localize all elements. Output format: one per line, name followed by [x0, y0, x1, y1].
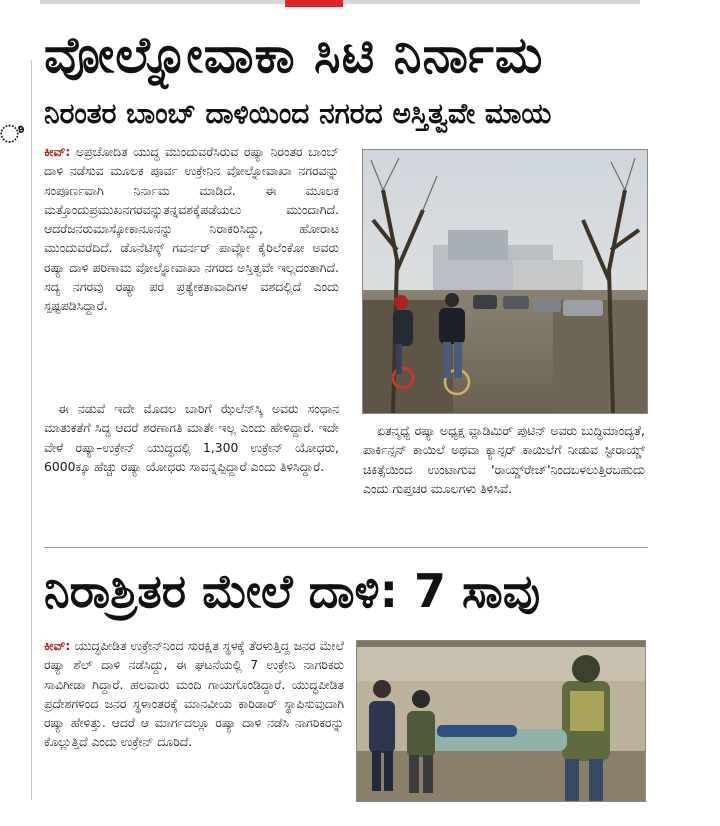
- evacuation-stretcher-illustration: [357, 641, 645, 801]
- evacuation-stretcher-photo: [356, 640, 646, 802]
- story1-paragraph-2: ಈ ನಡುವೆ ಇದೇ ಮೊದಲ ಬಾರಿಗೆ ಝೆಲೆನ್‌ಸ್ಕಿ ಅವರು ಸಂಧಾನ ಮಾತುಕತೆಗೆ ಸಿದ್ಧ ಆದರೆ ಶರಣಾಗತಿ ಮಾತೇ ಇಲ್ಲ ಎಂದು ಹೇಳಿದ್ದಾರೆ. ಇದೇ ವೇಳೆ ರಷ್ಯಾ–ಉಕ್ರೇನ್ ಯುದ್ಧದಲ್ಲಿ 1,300 ಉಕ್ರೇನ್ ಯೋಧರು, 6000ಕ್ಕೂ ಹೆಚ್ಚು ರಷ್ಯಾ ಯೋಧರು ಸಾವನ್ನಪ್ಪಿದ್ದಾರೆ ಎಂದು ತಿಳಿಸಿದ್ದಾರೆ.: [44, 401, 339, 474]
- photo-caption: ಏತನ್ಮಧ್ಯೆ ರಷ್ಯಾ ಅಧ್ಯಕ್ಷ ವ್ಲಾಡಿಮಿರ್ ಪುಟಿನ್ ಅವರು ಬುದ್ಧಿಮಾಂದ್ಯತೆ, ಪಾರ್ಕಿನ್ಸನ್ ಕಾಯಿಲೆ ಅಥವಾ ಕ್ಯಾನ್ಸರ್ ಕಾಯಿಲೆಗೆ ನೀಡುವ ಸ್ಟೀರಾಯ್ಡ್ ಚಿಕಿತ್ಸೆಯಿಂದ ಉಂಟಾಗುವ 'ರಾಯ್ಡ್‌ರೇಜ್'ನಿಂದಬಳಲುತ್ತಿರಬಹುದು ಎಂದು ಗುಪ್ತಚರ ಮೂಲಗಳು ತಿಳಿಸಿವೆ.: [363, 423, 645, 496]
- column-rule: [31, 60, 32, 800]
- story1-dateline: ಕೀವ್:: [44, 144, 71, 159]
- story2-paragraph-1: [44, 636, 344, 752]
- street-bicyclists-illustration: [363, 150, 647, 413]
- top-colour-bar: [0, 0, 720, 9]
- story1-headline: ವೋಲ್ನೋವಾಕಾ ಸಿಟಿ ನಿರ್ನಾಮ: [44, 26, 544, 84]
- story1-para1-text: ಅಪ್ರಚೋದಿತ ಯುದ್ಧ ಮುಂದುವರೆಸಿರುವ ರಷ್ಯಾ ನಿರಂತರ ಬಾಂಬ್ ದಾಳಿ ನಡೆಸುವ ಮೂಲಕ ಪೂರ್ವ ಉಕ್ರೇನಿನ ವೋಲ್ನೋವಾಖಾ ನಗರವನ್ನು ಸಂಪೂರ್ಣವಾಗಿ ನಿರ್ನಾಮ ಮಾಡಿದೆ. ಈ ಮೂಲಕ ಮತ್ತೊಂದುಪ್ರಮುಖನಗರವನ್ನುತನ್ನವಶಕ್ಕೆಪಡೆಯಲು ಮುಂದಾಗಿದೆ. ಆದರೆಜನರುಮಾಸ್ಕೋಕಾನೂನನ್ನು ನಿರಾಕರಿಸಿದ್ದು, ಹೋರಾಟ ಮುಂದುವರೆದಿದೆ. ಡೊನೆಟಿಸ್ಕ್ ಗವರ್ನರ್ ಪಾವ್ಲೋ ಕೈರಿಲೆಂಕೋ ಅವರು ರಷ್ಯಾ ದಾಳಿ ಪರಿಣಾಮ ವೋಲ್ನೋವಾಖಾ ನಗರದ ಅಸ್ತಿತ್ವವೇ ಇಲ್ಲದಂತಾಗಿದೆ. ಸದ್ಯ ನಗರವು ರಷ್ಯಾ ಪರ ಪ್ರತ್ಯೇಕತಾವಾದಿಗಳ ವಶದಲ್ಲಿದೆ ಎಂದು ಸ್ಪಷ್ಟಪಡಿಸಿದ್ದಾರೆ.: [44, 144, 339, 314]
- story-divider: [44, 547, 648, 548]
- top-red-tab: [285, 0, 343, 7]
- story1-paragraph-1: [44, 142, 339, 316]
- story2-para1-text: ಯುದ್ಧಪೀಡಿತ ಉಕ್ರೇನ್‌ನಿಂದ ಸುರಕ್ಷಿತ ಸ್ಥಳಕ್ಕೆ ತೆರಳುತ್ತಿದ್ದ ಜನರ ಮೇಲೆ ರಷ್ಯಾ ಶೆಲ್ ದಾಳಿ ನಡೆಸಿದ್ದು, ಈ ಘಟನೆಯಲ್ಲಿ 7 ಉಕ್ರೇನಿ ನಾಗರಿಕರು ಸಾವಿಗೀಡಾ ಗಿದ್ದಾರೆ. ಹಲವಾರು ಮಂದಿ ಗಾಯಗೊಂಡಿದ್ದಾರೆ. ಯುದ್ಧಪೀಡಿತ ಪ್ರದೇಶಗಳಿಂದ ಜನರ ಸ್ಥಳಾಂತರಕ್ಕೆ ಮಾನವೀಯ ಕಾರಿಡಾರ್ ಸ್ಥಾಪಿಸುವುದಾಗಿ ರಷ್ಯಾ ಹೇಳಿತ್ತು. ಆದರೆ ಆ ಮಾರ್ಗದಲ್ಲೂ ರಷ್ಯಾ ದಾಳಿ ನಡೆಸಿ ನಾಗರಿಕರನ್ನು ಕೊಲ್ಲುತ್ತಿದೆ ಎಂದು ಉಕ್ರೇನ್ ದೂರಿದೆ.: [44, 638, 344, 750]
- story1-subhead: ನಿರಂತರ ಬಾಂಬ್ ದಾಳಿಯಿಂದ ನಗರದ ಅಸ್ತಿತ್ವವೇ ಮಾಯ: [44, 97, 552, 130]
- previous-column-fragment: ಿ: [0, 120, 24, 148]
- street-bicyclists-photo: [362, 149, 648, 414]
- story2-headline: ನಿರಾಶ್ರಿತರ ಮೇಲೆ ದಾಳಿ: 7 ಸಾವು: [44, 564, 541, 618]
- story2-dateline: ಕೀವ್:: [44, 638, 71, 653]
